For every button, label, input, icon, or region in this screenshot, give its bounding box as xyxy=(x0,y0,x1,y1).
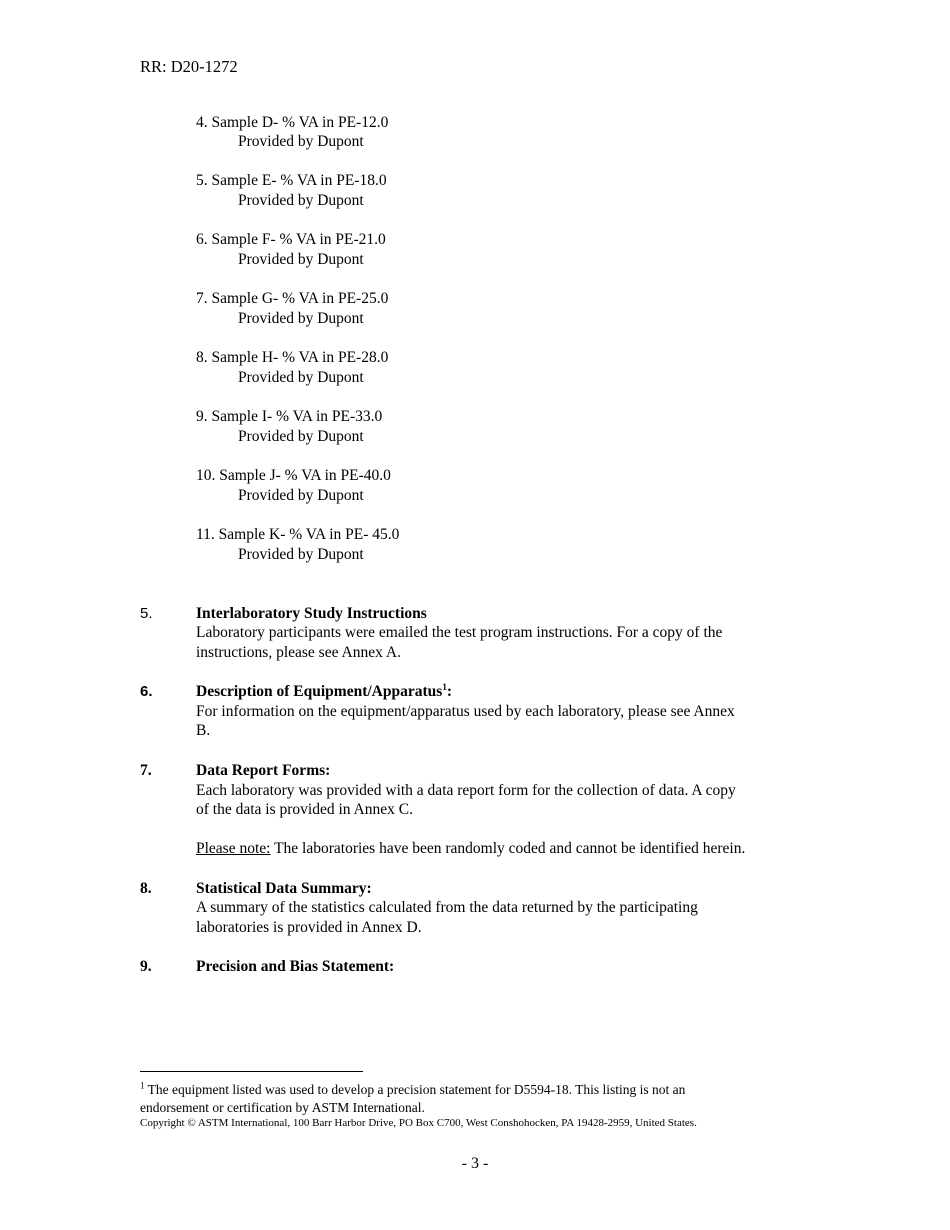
sample-provider: Provided by Dupont xyxy=(238,251,364,268)
footnote-line xyxy=(140,1082,685,1098)
sample-provider: Provided by Dupont xyxy=(238,487,364,504)
footnote-marker: 1 xyxy=(140,1080,145,1091)
sample-provider: Provided by Dupont xyxy=(238,192,364,209)
section-body-line: laboratories is provided in Annex D. xyxy=(196,919,422,936)
copyright-notice: Copyright © ASTM International, 100 Barr Harbor Drive, PO Box C700, West Conshohocken, PA 19428-2959, United States. xyxy=(140,1117,697,1129)
sample-title: 7. Sample G- % VA in PE-25.0 xyxy=(196,290,389,307)
sample-provider: Provided by Dupont xyxy=(238,310,364,327)
footnote-divider xyxy=(140,1071,363,1072)
section-title: Interlaboratory Study Instructions xyxy=(196,605,427,622)
sample-provider: Provided by Dupont xyxy=(238,428,364,445)
sample-title: 8. Sample H- % VA in PE-28.0 xyxy=(196,349,389,366)
sample-title: 10. Sample J- % VA in PE-40.0 xyxy=(196,467,391,484)
section-title-text: Description of Equipment/Apparatus xyxy=(196,683,443,700)
section-body-line: For information on the equipment/apparatus used by each laboratory, please see Annex xyxy=(196,703,735,720)
report-header: RR: D20-1272 xyxy=(140,57,238,76)
sample-title: 9. Sample I- % VA in PE-33.0 xyxy=(196,408,383,425)
section-number: 6. xyxy=(140,683,153,700)
section-body-line: of the data is provided in Annex C. xyxy=(196,801,413,818)
note-text: The laboratories have been randomly coded and cannot be identified herein. xyxy=(270,840,746,857)
section-body-line: B. xyxy=(196,722,211,739)
footnote-line: endorsement or certification by ASTM International. xyxy=(140,1100,425,1115)
sample-provider: Provided by Dupont xyxy=(238,369,364,386)
section-number: 5. xyxy=(140,605,153,622)
sample-provider: Provided by Dupont xyxy=(238,133,364,150)
section-number: 7. xyxy=(140,762,152,779)
section-title: Precision and Bias Statement: xyxy=(196,958,395,975)
note-label: Please note: xyxy=(196,840,271,857)
section-body-line: instructions, please see Annex A. xyxy=(196,644,401,661)
section-body-line: Each laboratory was provided with a data report form for the collection of data. A copy xyxy=(196,782,736,799)
page-number: - 3 - xyxy=(461,1155,489,1172)
section-body-line: A summary of the statistics calculated from the data returned by the participating xyxy=(196,899,698,916)
section-note xyxy=(196,840,745,858)
sample-provider: Provided by Dupont xyxy=(238,546,364,563)
sample-title: 11. Sample K- % VA in PE- 45.0 xyxy=(196,526,400,543)
section-number: 9. xyxy=(140,958,152,975)
section-title-suffix: : xyxy=(446,683,452,700)
section-title: Data Report Forms: xyxy=(196,762,331,779)
section-title: Statistical Data Summary: xyxy=(196,880,372,897)
section-body-line: Laboratory participants were emailed the test program instructions. For a copy of the xyxy=(196,624,723,641)
footnote-reference: 1 xyxy=(442,681,447,692)
sample-title: 6. Sample F- % VA in PE-21.0 xyxy=(196,231,386,248)
sample-title: 5. Sample E- % VA in PE-18.0 xyxy=(196,172,387,189)
section-title xyxy=(196,683,452,701)
footnote-text: The equipment listed was used to develop a precision statement for D5594-18. This listing is not an xyxy=(144,1082,686,1097)
sample-title: 4. Sample D- % VA in PE-12.0 xyxy=(196,114,389,131)
section-number: 8. xyxy=(140,880,152,897)
